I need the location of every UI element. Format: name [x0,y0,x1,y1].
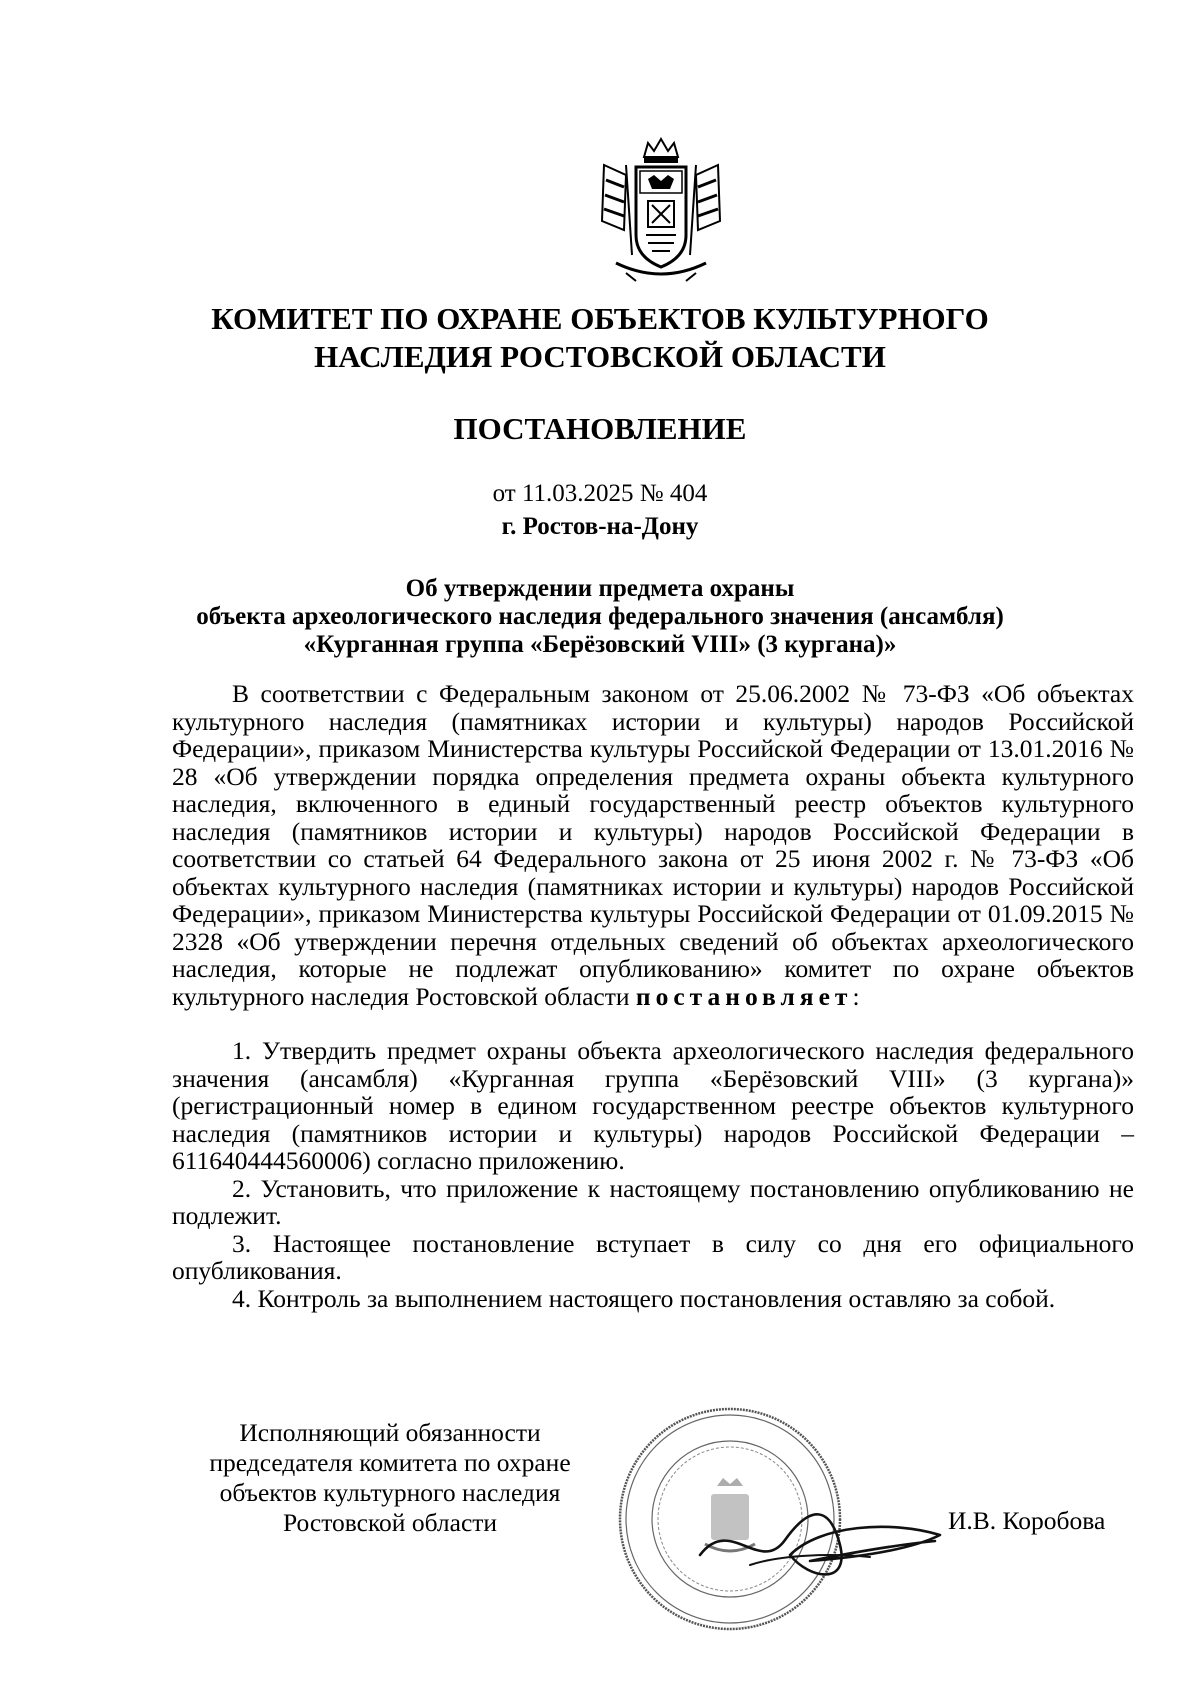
title-line: объекта археологического наследия федерального значения (ансамбля) [196,603,1004,630]
list-item: 2. Установить, что приложение к настоящему постановлению опубликованию не подлежит. [172,1173,1134,1230]
list-item: 3. Настоящее постановление вступает в силу со дня его официального опубликования. [172,1228,1134,1285]
document-title [130,575,1070,659]
title-line: «Курганная группа «Берёзовский VIII» (3 кургана)» [303,631,897,658]
position-line: Исполняющий обязанности [239,1418,541,1447]
handwritten-signature-icon [690,1495,950,1585]
signer-name: И.В. Коробова [948,1506,1106,1535]
preamble-colon: : [852,981,860,1011]
document-city: г. Ростов-на-Дону [501,513,699,540]
position-line: объектов культурного наследия [219,1478,561,1507]
rostov-oblast-coat-of-arms-icon [596,135,726,285]
preamble-text: В соответствии с Федеральным законом от 25.06.2002 № 73-ФЗ «Об объектах культурного наследия (памятниках истории и культуры) народов Российской Федерации», приказом Министерства культуры Российской Федерации от 13.01.2016 № 28 «Об утверждении порядка определения предмета охраны объекта культурного наследия, включенного в единый государственный реестр объектов культурного наследия (памятников истории и культуры) народов Российской Федерации в соответствии со статьей 64 Федерального закона от 25 июня 2002 г. № 73-ФЗ «Об объектах культурного наследия (памятниках истории и культуры) народов Российской Федерации», приказом Министерства культуры Российской Федерации от 01.09.2015 № 2328 «Об утверждении перечня отдельных сведений об объектах археологического наследия, которые не подлежат опубликованию» комитет по охране объектов культурного наследия Ростовской области [172,679,1134,1011]
preamble-paragraph [172,680,1134,1010]
list-item: 4. Контроль за выполнением настоящего постановления оставляю за собой. [232,1283,1056,1313]
organization-line: КОМИТЕТ ПО ОХРАНЕ ОБЪЕКТОВ КУЛЬТУРНОГО [211,301,989,336]
decree-word: постановляет [635,981,853,1011]
paragraph-gap [172,1010,1134,1037]
title-line: Об утверждении предмета охраны [405,575,795,602]
list-item: 1. Утвердить предмет охраны объекта археологического наследия федерального значения (ансамбля) «Курганная группа «Берёзовский VIII» (3 кургана)» (регистрационный номер в едином государственном реестре объектов культурного наследия (памятников истории и культуры) народов Российской Федерации – 611640444560006) согласно приложению. [172,1036,1134,1175]
position-line: Ростовской области [282,1508,498,1537]
organization-line: НАСЛЕДИЯ РОСТОВСКОЙ ОБЛАСТИ [314,339,886,374]
document-date-number: от 11.03.2025 № 404 [492,480,708,507]
document-type: ПОСТАНОВЛЕНИЕ [453,411,747,446]
document-body [172,680,1134,1312]
organization-name [130,300,1070,376]
signatory-position [170,1418,610,1538]
position-line: председателя комитета по охране [209,1448,571,1477]
